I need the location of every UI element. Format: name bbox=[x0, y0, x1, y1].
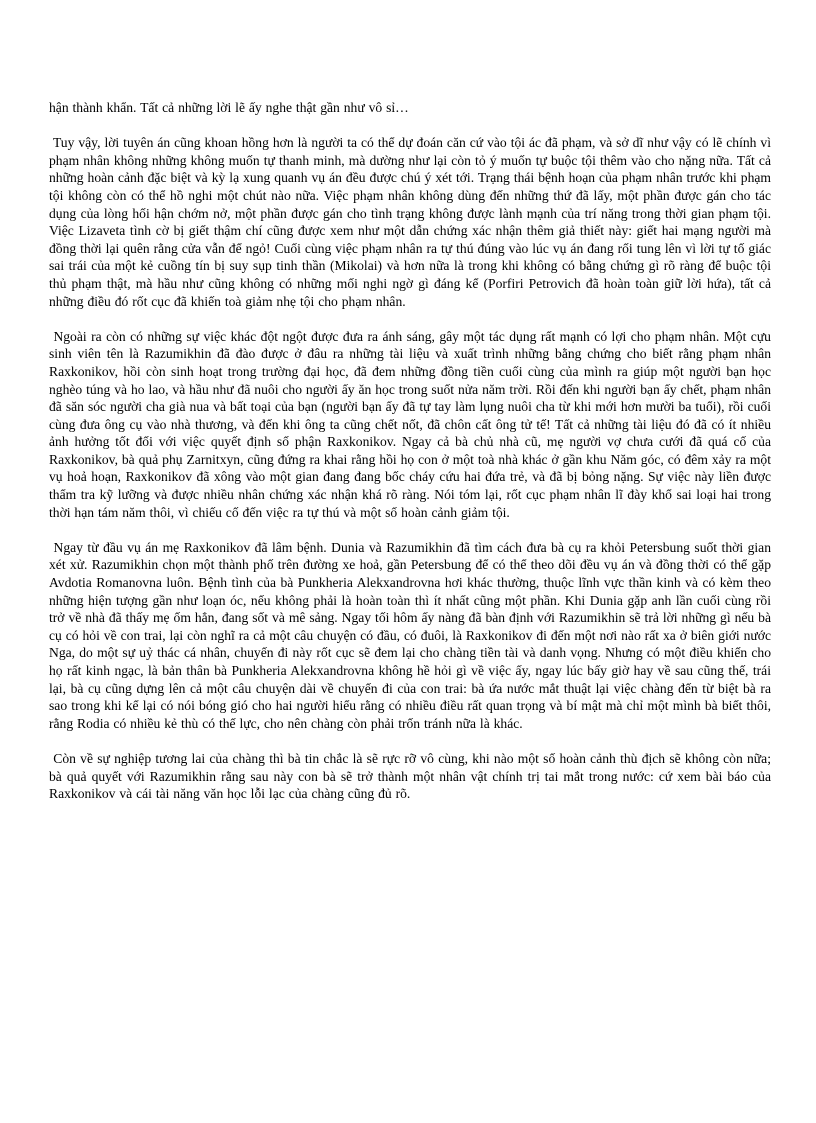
paragraph-4: Ngay từ đầu vụ án mẹ Raxkonikov đã lâm bệnh. Dunia và Razumikhin đã tìm cách đưa bà cụ ra khỏi Petersbung suốt thời gian xét xử. Razumikhin chọn một thành phố trên đường xe hoả, gần Petersbung để có thể theo dõi đều vụ án và đồng thời có thể gặp Avdotia Romanovna luôn. Bệnh tình của bà Punkheria Alekxandrovna hơi khác thường, thuộc lĩnh vực thần kinh và có kèm theo những hiện tượng gần như loạn óc, nếu không phải là hoàn toàn thì ít nhất cũng một phần. Khi Dunia gặp anh lần cuối cùng rồi trở về nhà đã thấy mẹ ốm hẳn, đang sốt và mê sảng. Ngay tối hôm ấy nàng đã bàn định với Razumikhin sẽ trả lời những gì nếu bà cụ có hỏi về con trai, lại còn nghĩ ra cả một câu chuyện có đầu, có đuôi, là Raxkonikov đi đến một nơi nào rất xa ở biên giới nước Nga, do một sự uỷ thác cá nhân, chuyến đi này rốt cục sẽ đem lại cho chàng tiền tài và danh vọng. Nhưng có một điều khiến cho họ rất kinh ngạc, là bản thân bà Punkheria Alekxandrovna không hề hỏi gì về việc ấy, ngay lúc bấy giờ hay về sau cũng thế, trái lại, bà cụ cũng dựng lên cả một câu chuyện dài về chuyến đi của con trai: bà ứa nước mắt thuật lại việc chàng đến từ biệt bà ra sao trong khi kể lại có nói bóng gió cho hai người hiểu rằng có nhiều điều rất quan trọng và bí mật mà chỉ một mình bà biết thôi, rằng Rodia có nhiều kẻ thù có thế lực, cho nên chàng còn phải trốn tránh nữa là khác. bbox=[49, 539, 775, 731]
paragraph-1: hận thành khẩn. Tất cả những lời lẽ ấy nghe thật gần như vô sỉ… bbox=[49, 100, 409, 115]
paragraph-2: Tuy vậy, lời tuyên án cũng khoan hồng hơn là người ta có thể dự đoán căn cứ vào tội ác đã phạm, và sở dĩ như vậy có lẽ chính vì phạm nhân không những không muốn tự thanh minh, mà dường như lại còn tỏ ý muốn tự buộc tội thêm vào cho nặng nữa. Tất cả những hoàn cảnh đặc biệt và kỳ lạ xung quanh vụ án đều được chú ý xét tới. Trạng thái bệnh hoạn của phạm nhân trước khi phạm tội không còn có thể hồ nghi một chút nào nữa. Việc phạm nhân không dùng đến những thứ đã lấy, một phần được gán cho tác dụng của lòng hối hận chớm nở, một phần được gán cho tình trạng không được lành mạnh của trí năng trong thời gian phạm tội. Việc Lizaveta tình cờ bị giết thậm chí cũng được xem như một dẫn chứng xác nhận thêm giả thiết này: giết hai mạng người mà đồng thời lại quên rằng cửa vẫn để ngỏ! Cuối cùng việc phạm nhân ra tự thú đúng vào lúc vụ án đang rối tung lên vì lời tự tố giác sai trái của một kẻ cuồng tín bị suy sụp tinh thần (Mikolai) và hơn nữa là trong khi không có bằng chứng gì rõ ràng để buộc tội thủ phạm thật, mà hầu như cũng không có những mối nghi ngờ gì đáng kể (Porfiri Petrovich đã hoàn toàn giữ lời hứa), tất cả những điều đó rốt cục đã khiến toà giảm nhẹ tội cho phạm nhân. bbox=[49, 135, 775, 309]
document-page bbox=[49, 99, 775, 820]
paragraph-3: Ngoài ra còn có những sự việc khác đột ngột được đưa ra ánh sáng, gây một tác dụng rất mạnh có lợi cho phạm nhân. Một cựu sinh viên tên là Razumikhin đã đào được ở đâu ra những tài liệu và xuất trình những bằng chứng cho biết rằng phạm nhân Raxkonikov, hồi còn sinh hoạt trong trường đại học, đã đem những đồng tiền cuối cùng của mình ra giúp một người bạn học nghèo túng và ho lao, và hầu như đã nuôi cho người ấy ăn học trong suốt nửa năm trời. Rồi đến khi người bạn ấy chết, phạm nhân đã săn sóc người cha già nua và bất toại của bạn (người bạn ấy đã tự tay làm lụng nuôi cha từ khi mới hơn mười ba tuổi), rồi cuối cùng đưa ông cụ vào nhà thương, và đến khi ông ta cũng chết nốt, đã chôn cất ông tử tế! Tất cả những tài liệu đó đã có ít nhiều ảnh hưởng tốt đối với việc quyết định số phận Raxkonikov. Ngay cả bà chủ nhà cũ, mẹ người vợ chưa cưới đã quá cố của Raxkonikov, bà quả phụ Zarnitxyn, cũng đứng ra khai rằng hồi họ con ở một toà nhà khác ở gần khu Năm góc, có đêm xảy ra một vụ hoả hoạn, Raxkonikov đã xông vào một gian đang đang bốc cháy cứu hai đứa trẻ, và đã bị bỏng nặng. Sự việc này liền được thẩm tra kỹ lưỡng và được nhiều nhân chứng xác nhận khá rõ ràng. Nói tóm lại, rốt cục phạm nhân lĩ đày khổ sai loại hai trong thời hạn tám năm thôi, vì chiếu cố đến việc ra tự thú và một số hoàn cảnh giảm tội. bbox=[49, 328, 775, 520]
paragraph-5: Còn về sự nghiệp tương lai của chàng thì bà tin chắc là sẽ rực rỡ vô cùng, khi nào một số hoàn cảnh thù địch sẽ không còn nữa; bà quả quyết với Razumikhin rằng sau này con bà sẽ trở thành một nhân vật chính trị tai mắt trong nước: cứ xem bài báo của Raxkonikov và cái tài năng văn học lỗi lạc của chàng cũng đủ rõ. bbox=[49, 750, 775, 802]
